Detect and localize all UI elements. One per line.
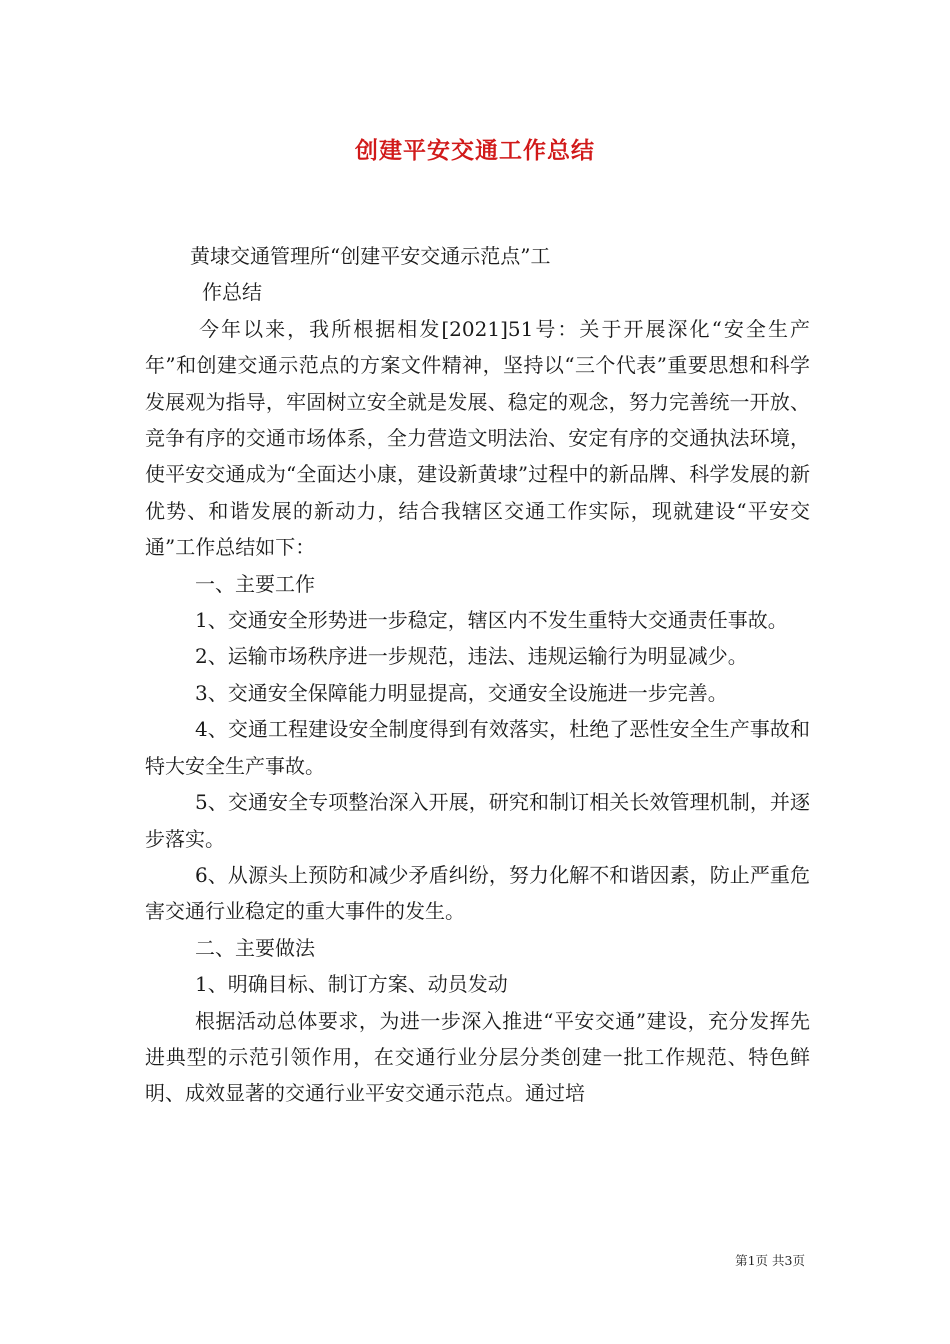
subheading-1: 1、明确目标、制订方案、动员发动	[195, 972, 508, 997]
list-item-2: 2、运输市场秩序进一步规范，违法、违规运输行为明显减少。	[195, 644, 748, 669]
list-item-5: 5、交通安全专项整治深入开展，研究和制订相关长效管理机制，并逐步落实。	[145, 790, 810, 851]
list-item-3: 3、交通安全保障能力明显提高，交通安全设施进一步完善。	[195, 680, 728, 705]
paragraph-activity: 根据活动总体要求，为进一步深入推进“平安交通”建设，充分发挥先进典型的示范引领作用，在交通行业分层分类创建一批工作规范、特色鲜明、成效显著的交通行业平安交通示范点。通过培	[145, 1008, 810, 1106]
section-heading-1: 一、主要工作	[195, 571, 315, 596]
document-title: 创建平安交通工作总结	[355, 137, 595, 164]
list-item-1: 1、交通安全形势进一步稳定，辖区内不发生重特大交通责任事故。	[195, 608, 788, 633]
document-body	[145, 238, 810, 1112]
header-line-2: 作总结	[202, 280, 262, 305]
list-item-6: 6、从源头上预防和减少矛盾纠纷，努力化解不和谐因素，防止严重危害交通行业稳定的重大事件的发生。	[145, 862, 810, 924]
list-item-4: 4、交通工程建设安全制度得到有效落实，杜绝了恶性安全生产事故和特大安全生产事故。	[145, 717, 810, 778]
section-heading-2: 二、主要做法	[195, 935, 315, 960]
header-line-1: 黄埭交通管理所“创建平安交通示范点”工	[190, 244, 551, 268]
paragraph-intro: 今年以来，我所根据相发[2021]51号：关于开展深化“安全生产年”和创建交通示范点的方案文件精神，坚持以“三个代表”重要思想和科学发展观为指导，牢固树立安全就是发展、稳定的观念，努力完善统一开放、竞争有序的交通市场体系，全力营造文明法治、安定有序的交通执法环境，使平安交通成为“全面达小康，建设新黄埭”过程中的新品牌、科学发展的新优势、和谐发展的新动力，结合我辖区交通工作实际，现就建设“平安交通”工作总结如下：	[145, 316, 810, 560]
page-number: 第1页 共3页	[735, 1253, 805, 1268]
